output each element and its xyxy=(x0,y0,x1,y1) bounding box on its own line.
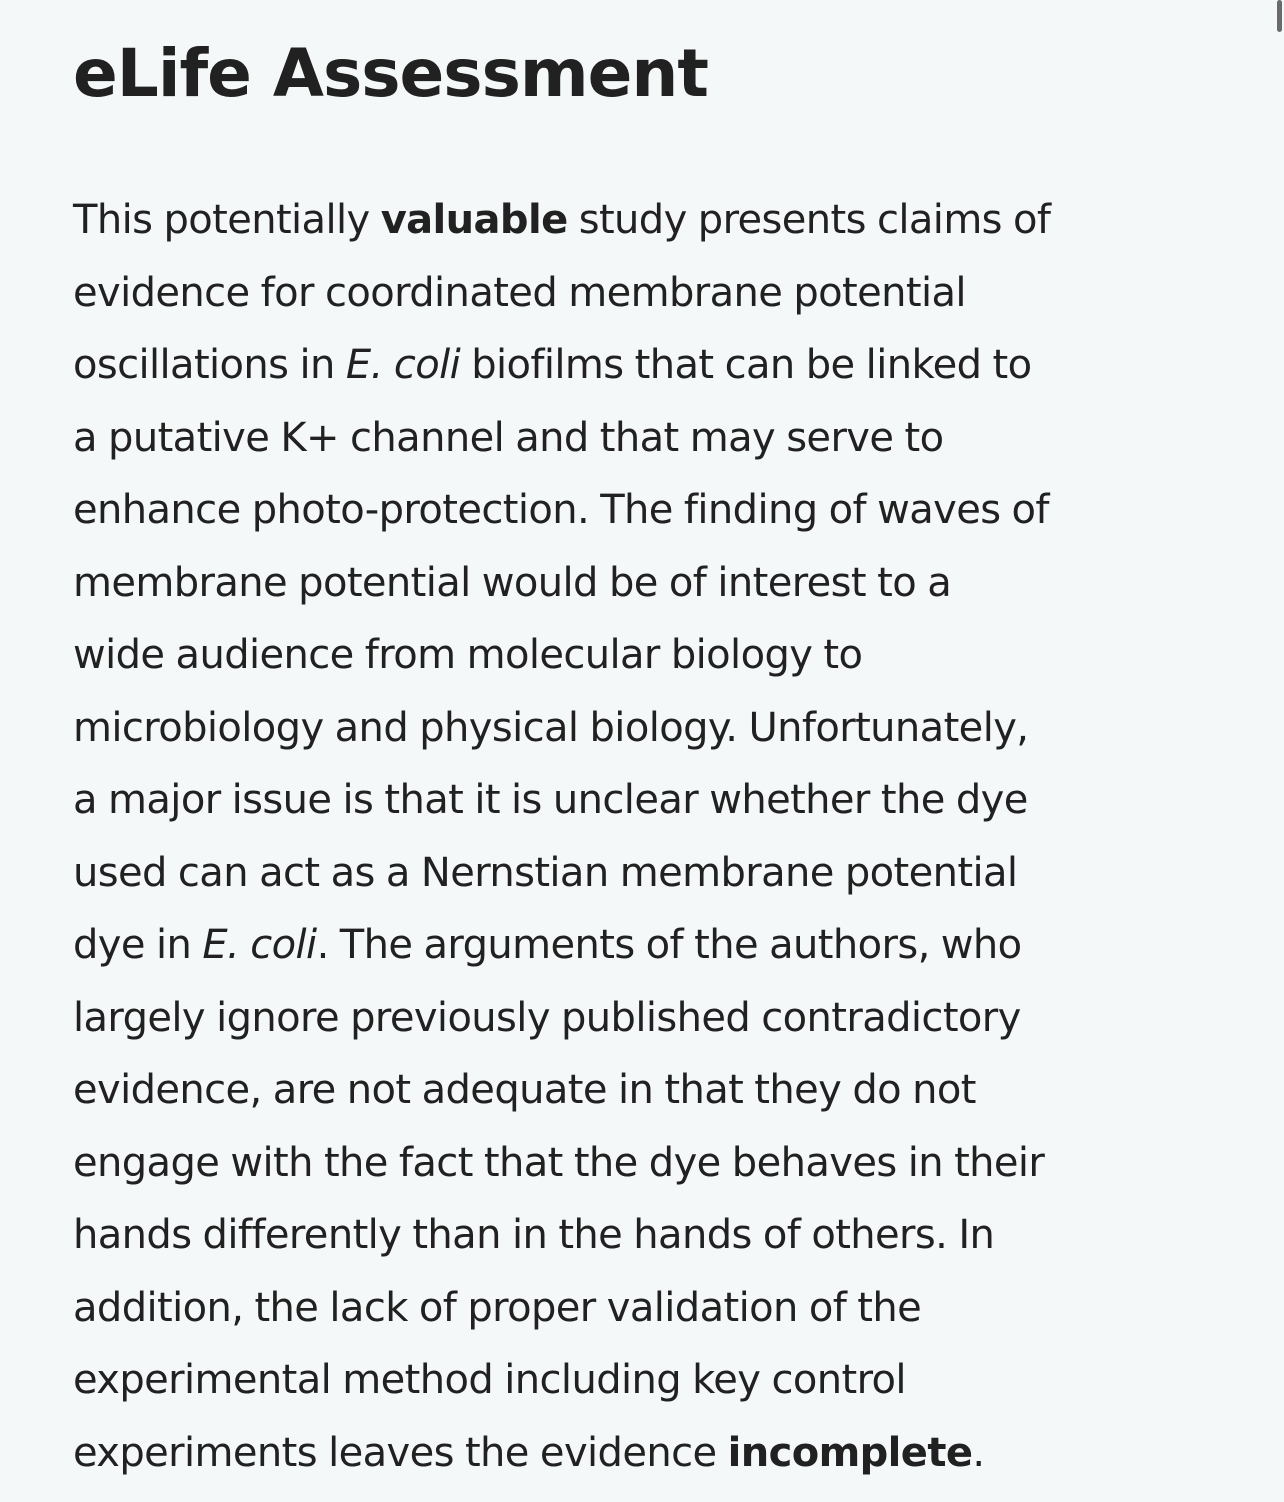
paragraph-line xyxy=(73,982,1223,1055)
emphasis-term: incomplete xyxy=(727,1429,973,1476)
species-name: E. coli xyxy=(345,342,461,388)
paragraph-line xyxy=(73,1344,1223,1417)
text-segment: experiments leaves the evidence xyxy=(73,1429,728,1476)
text-segment: . xyxy=(972,1429,985,1476)
paragraph-line xyxy=(73,692,1223,765)
text-segment: a putative K+ channel and that may serve to xyxy=(73,414,944,461)
text-segment: addition, the lack of proper validation of the xyxy=(73,1284,922,1331)
text-segment: enhance photo-protection. The finding of waves of xyxy=(73,487,1049,533)
text-segment: This potentially xyxy=(73,197,381,243)
text-segment: study presents claims of xyxy=(567,197,1051,243)
text-segment: dye in xyxy=(73,922,203,968)
paragraph-line xyxy=(73,184,1223,257)
paragraph-line xyxy=(73,619,1223,692)
paragraph-line xyxy=(73,329,1223,402)
text-segment: biofilms that can be linked to xyxy=(460,342,1032,388)
paragraph-line xyxy=(73,547,1223,620)
paragraph-line xyxy=(73,1054,1223,1127)
paragraph-line xyxy=(73,1127,1223,1200)
text-segment: engage with the fact that the dye behaves in their xyxy=(73,1139,1045,1186)
paragraph-line xyxy=(73,474,1223,547)
vertical-scrollbar[interactable] xyxy=(1274,0,1284,1502)
text-segment: microbiology and physical biology. Unfortunately, xyxy=(73,704,1029,751)
page-title: eLife Assessment xyxy=(73,35,708,112)
text-segment: used can act as a Nernstian membrane potential xyxy=(73,849,1018,896)
text-segment: largely ignore previously published contradictory xyxy=(73,994,1021,1041)
paragraph-line xyxy=(73,1272,1223,1345)
text-segment: evidence for coordinated membrane potential xyxy=(73,269,966,316)
text-segment: wide audience from molecular biology to xyxy=(73,632,863,678)
text-segment: experimental method including key control xyxy=(73,1357,906,1403)
scrollbar-thumb[interactable] xyxy=(1277,0,1282,32)
paragraph-line xyxy=(73,837,1223,910)
assessment-section xyxy=(73,0,1223,1476)
paragraph-line xyxy=(73,909,1223,982)
paragraph-line xyxy=(73,1417,1223,1490)
emphasis-term: valuable xyxy=(380,197,568,243)
paragraph-line xyxy=(73,402,1223,475)
text-segment: hands differently than in the hands of others. In xyxy=(73,1212,995,1258)
text-segment: membrane potential would be of interest to a xyxy=(73,559,952,606)
assessment-paragraph xyxy=(73,184,1223,1489)
paragraph-line xyxy=(73,764,1223,837)
text-segment: evidence, are not adequate in that they do not xyxy=(73,1067,976,1113)
species-name: E. coli xyxy=(202,922,317,968)
text-segment: . The arguments of the authors, who xyxy=(316,922,1022,968)
paragraph-line xyxy=(73,1199,1223,1272)
text-segment: a major issue is that it is unclear whether the dye xyxy=(73,777,1028,823)
text-segment: oscillations in xyxy=(73,342,346,388)
paragraph-line xyxy=(73,257,1223,330)
